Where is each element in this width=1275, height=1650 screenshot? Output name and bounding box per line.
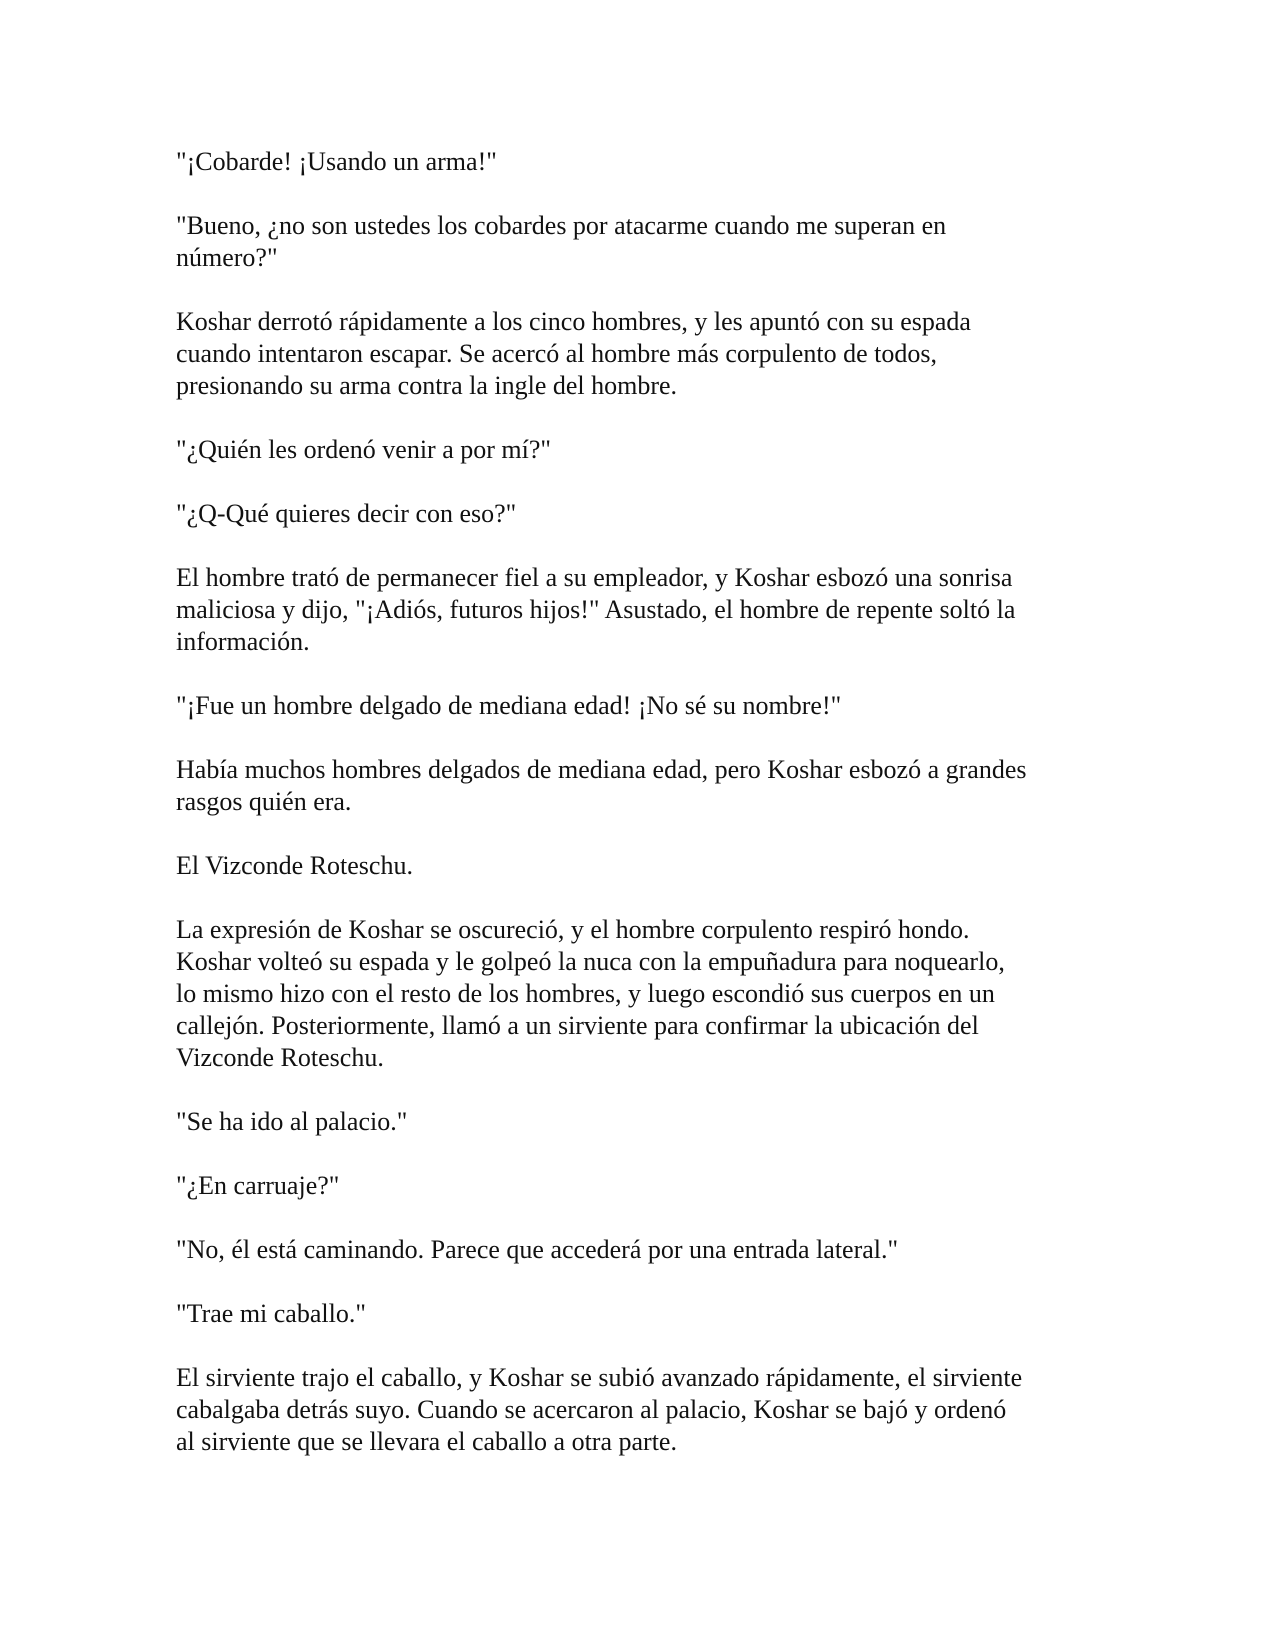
- paragraph: Koshar derrotó rápidamente a los cinco hombres, y les apuntó con su espada cuando intentaron escapar. Se acercó al hombre más corpulento de todos, presionando su arma contra la ingle del hombre.: [176, 307, 971, 400]
- paragraph: "¡Cobarde! ¡Usando un arma!": [176, 147, 497, 176]
- paragraph: "Bueno, ¿no son ustedes los cobardes por atacarme cuando me superan en número?": [176, 211, 947, 272]
- paragraph: "¿Q-Qué quieres decir con eso?": [176, 499, 517, 528]
- paragraph: El hombre trató de permanecer fiel a su empleador, y Koshar esbozó una sonrisa maliciosa y dijo, "¡Adiós, futuros hijos!" Asustado, el hombre de repente soltó la información.: [176, 563, 1016, 656]
- paragraph: "Trae mi caballo.": [176, 1299, 366, 1328]
- paragraph: "No, él está caminando. Parece que accederá por una entrada lateral.": [176, 1235, 899, 1264]
- document-body: [176, 146, 1106, 1490]
- paragraph: El Vizconde Roteschu.: [176, 851, 413, 880]
- paragraph: "¡Fue un hombre delgado de mediana edad! ¡No sé su nombre!": [176, 691, 842, 720]
- paragraph: La expresión de Koshar se oscureció, y el hombre corpulento respiró hondo. Koshar volteó su espada y le golpeó la nuca con la empuñadura para noquearlo, lo mismo hizo con el resto de los hombres, y luego escondió sus cuerpos en un callejón. Posteriormente, llamó a un sirviente para confirmar la ubicación del Vizconde Roteschu.: [176, 915, 1005, 1072]
- paragraph: El sirviente trajo el caballo, y Koshar se subió avanzado rápidamente, el sirviente cabalgaba detrás suyo. Cuando se acercaron al palacio, Koshar se bajó y ordenó al sirviente que se llevara el caballo a otra parte.: [176, 1363, 1023, 1456]
- paragraph: Había muchos hombres delgados de mediana edad, pero Koshar esbozó a grandes rasgos quién era.: [176, 755, 1027, 816]
- paragraph: "Se ha ido al palacio.": [176, 1107, 408, 1136]
- paragraph: "¿En carruaje?": [176, 1171, 340, 1200]
- paragraph: "¿Quién les ordenó venir a por mí?": [176, 435, 551, 464]
